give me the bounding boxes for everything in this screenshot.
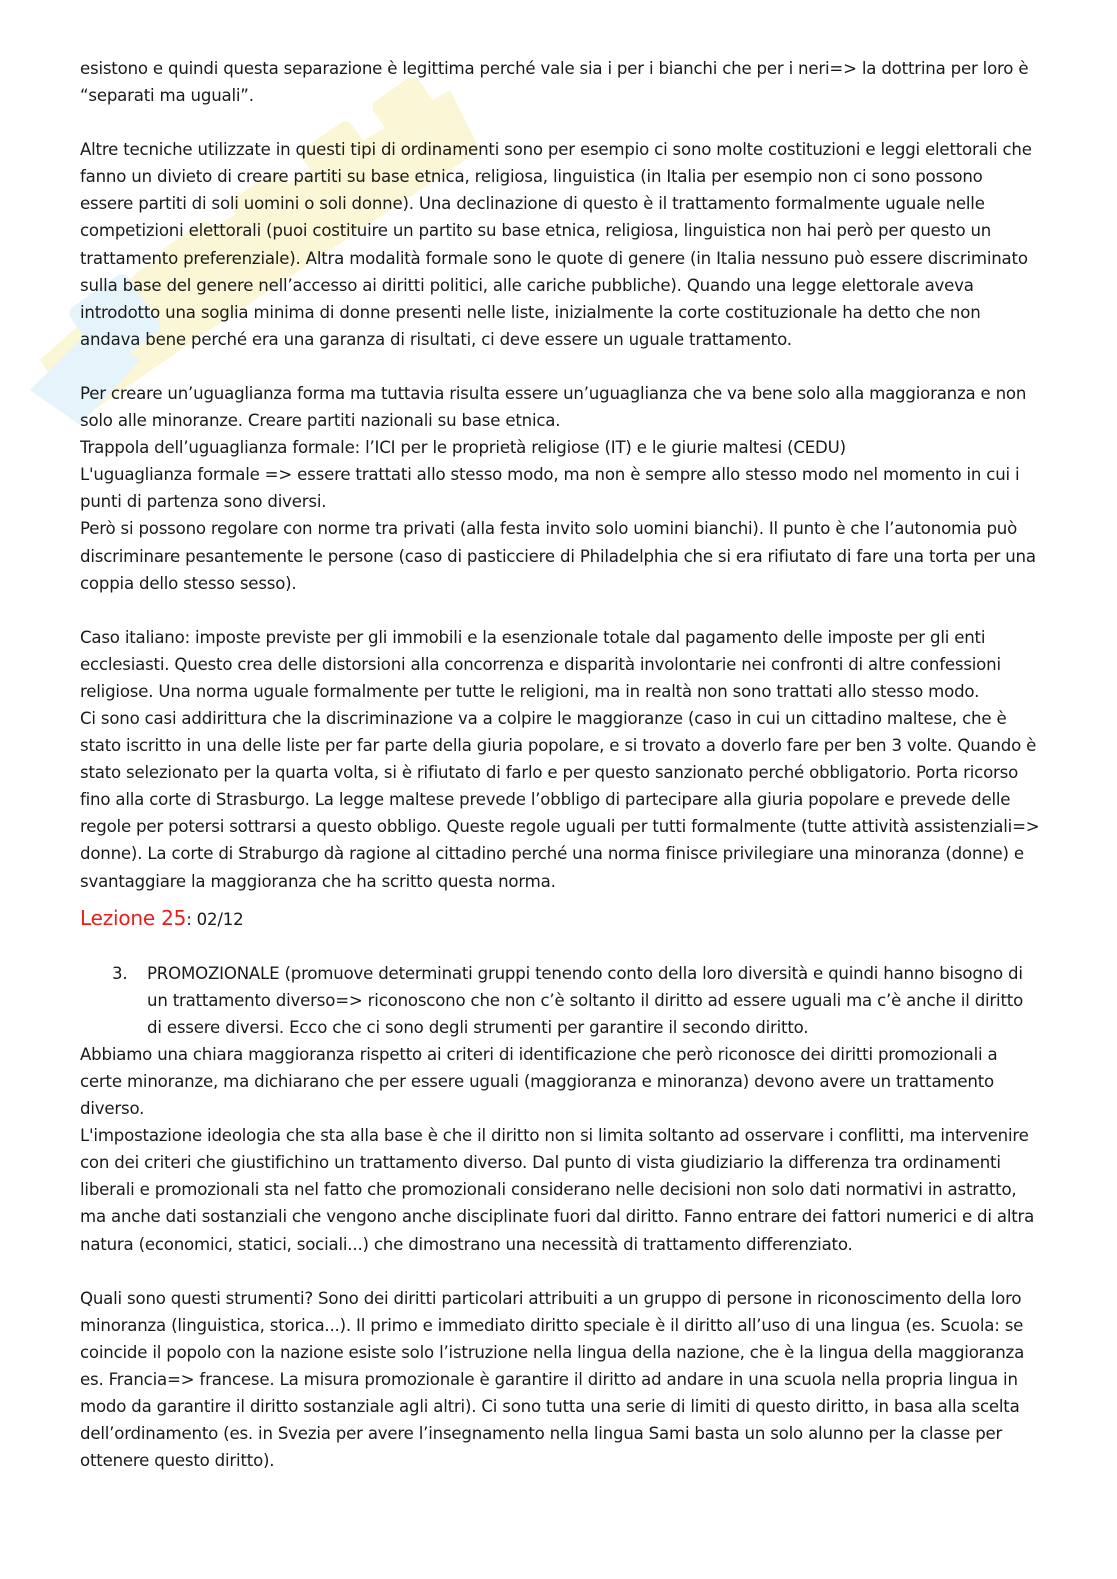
list-item-number: 3. bbox=[112, 963, 128, 983]
paragraph-uguaglianza-forma: Per creare un’uguaglianza forma ma tuttavia risulta essere un’uguaglianza che va bene solo alla maggioranza e non solo alle minoranze. Creare partiti nazionali su base etnica. bbox=[80, 383, 1027, 431]
paragraph-trappola: Trappola dell’uguaglianza formale: l’ICI per le proprietà religiose (IT) e le giurie maltesi (CEDU) bbox=[80, 438, 846, 458]
lesson-date: : 02/12 bbox=[186, 909, 244, 929]
list-item-promozionale bbox=[80, 960, 1040, 1041]
paragraph-uguaglianza-formale: L'uguaglianza formale => essere trattati allo stesso modo, ma non è sempre allo stesso modo nel momento in cui i punti di partenza sono diversi. bbox=[80, 465, 1020, 512]
paragraph-strumenti: Quali sono questi strumenti? Sono dei diritti particolari attribuiti a un gruppo di persone in riconoscimento della loro minoranza (linguistica, storica...). Il primo e immediato diritto speciale è il diritto all’uso di una lingua (es. Scuola: se coincide il popolo con la nazione esiste solo l’istruzione nella lingua della nazione, che è la lingua della maggioranza es. Francia=> francese. La misura promozionale è garantire il diritto ad andare in una scuola nella propria lingua in modo da garantire il diritto sostanziale agli altri). Ci sono tutta una serie di limiti di questo diritto, in basa alla scelta dell’ordinamento (es. in Svezia per avere l’insegnamento nella lingua Sami basta un solo alunno per la classe per ottenere questo diritto). bbox=[80, 1288, 1025, 1471]
paragraph-altre-tecniche: Altre tecniche utilizzate in questi tipi di ordinamenti sono per esempio ci sono molte costituzioni e leggi elettorali che fanno un divieto di creare partiti su base etnica, religiosa, linguistica (in Italia per esempio non ci sono possono essere partiti di soli uomini o soli donne). Una declinazione di questo è il trattamento formalmente uguale nelle competizioni elettorali (puoi costituire un partito su base etnica, religiosa, linguistica non hai però per questo un trattamento preferenziale). Altra modalità formale sono le quote di genere (in Italia nessuno può essere discriminato sulla base del genere nell’accesso ai diritti politici, alle cariche pubbliche). Quando una legge elettorale aveva introdotto una soglia minima di donne presenti nelle liste, inizialmente la corte costituzionale ha detto che non andava bene perché era una garanza di risultati, ci deve essere un uguale trattamento. bbox=[80, 140, 1032, 349]
paragraph-caso-maltese: Ci sono casi addirittura che la discriminazione va a colpire le maggioranze (caso in cui un cittadino maltese, che è stato iscritto in una delle liste per far parte della giuria popolare, e si trovato a doverlo fare per ben 3 volte. Quando è stato selezionato per la quarta volta, si è rifiutato di farlo e per questo sanzionato perché obbligatorio. Porta ricorso fino alla corte di Strasburgo. La legge maltese prevede l’obbligo di partecipare alla giuria popolare e prevede delle regole per potersi sottrarsi a questo obbligo. Queste regole uguali per tutti formalmente (tutte attività assistenziali=> donne). La corte di Straburgo dà ragione al cittadino perché una norma finisce privilegiare una minoranza (donne) e svantaggiare la maggioranza che ha scritto questa norma. bbox=[80, 708, 1040, 891]
list-item-text: PROMOZIONALE (promuove determinati gruppi tenendo conto della loro diversità e quindi hanno bisogno di un trattamento diverso=> riconoscono che non c’è soltanto il diritto ad essere uguali ma c’è anche il diritto di essere diversi. Ecco che ci sono degli strumenti per garantire il secondo diritto. bbox=[147, 963, 1024, 1037]
paragraph-impostazione: L'impostazione ideologia che sta alla base è che il diritto non si limita soltanto ad osservare i conflitti, ma intervenire con dei criteri che giustifichino un trattamento diverso. Dal punto di vista giudiziario la differenza tra ordinamenti liberali e promozionali sta nel fatto che promozionali considerano nelle decisioni non solo dati normativi in astratto, ma anche dati sostanziali che vengono anche disciplinate fuori dal diritto. Fanno entrare dei fattori numerici e di altra natura (economici, statici, sociali...) che dimostrano una necessità di trattamento differenziato. bbox=[80, 1126, 1035, 1254]
lesson-heading bbox=[80, 905, 1040, 933]
document-page bbox=[80, 55, 1040, 1474]
paragraph-caso-italiano: Caso italiano: imposte previste per gli immobili e la esenzionale totale dal pagamento delle imposte per gli enti ecclesiasti. Questo crea delle distorsioni alla concorrenza e disparità involontarie nei confronti di altre confessioni religiose. Una norma uguale formalmente per tutte le religioni, ma in realtà non sono trattati allo stesso modo. bbox=[80, 627, 1001, 701]
lesson-title: Lezione 25 bbox=[80, 905, 187, 930]
paragraph-norme-privati: Però si possono regolare con norme tra privati (alla festa invito solo uomini bianchi). Il punto è che l’autonomia può discriminare pesantemente le persone (caso di pasticciere di Philadelphia che si era rifiutato di fare una torta per una coppia dello stesso sesso). bbox=[80, 519, 1036, 593]
paragraph-separati: esistono e quindi questa separazione è legittima perché vale sia i per i bianchi che per i neri=> la dottrina per loro è “separati ma uguali”. bbox=[80, 59, 1029, 106]
paragraph-maggioranza: Abbiamo una chiara maggioranza rispetto ai criteri di identificazione che però riconosce dei diritti promozionali a certe minoranze, ma dichiarano che per essere uguali (maggioranza e minoranza) devono avere un trattamento diverso. bbox=[80, 1044, 998, 1119]
